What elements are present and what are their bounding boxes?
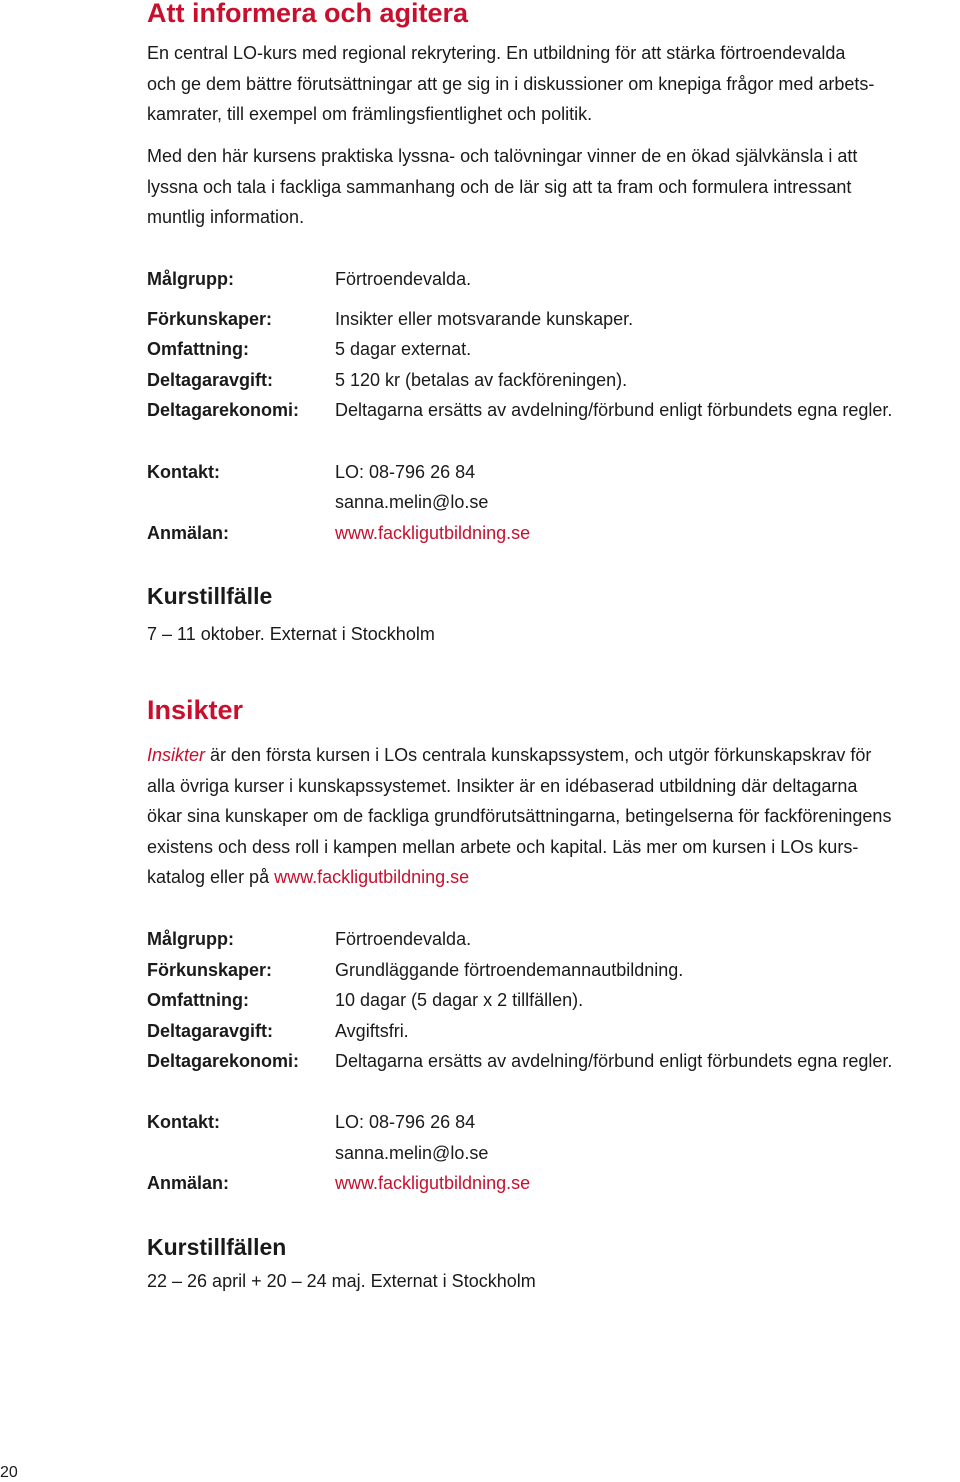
contact-email-row xyxy=(147,487,488,518)
text-line: ökar sina kunskaper om de fackliga grundförutsättningarna, betingelserna för fackföreningens xyxy=(147,806,892,826)
course-link[interactable]: www.fackligutbildning.se xyxy=(274,867,470,887)
fact-value: Deltagarna ersätts av avdelning/förbund enligt förbundets egna regler. xyxy=(335,1051,893,1071)
fact-value: 5 120 kr (betalas av fackföreningen). xyxy=(335,370,628,390)
contact-email[interactable]: sanna.melin@lo.se xyxy=(335,1143,489,1163)
occasion-title: Kurstillfälle xyxy=(147,583,273,609)
body-paragraph xyxy=(147,141,947,233)
text-line: Med den här kursens praktiska lyssna- och talövningar vinner de en ökad självkänsla i att xyxy=(147,146,858,166)
fact-value: Insikter eller motsvarande kunskaper. xyxy=(335,309,634,329)
fact-label: Målgrupp: xyxy=(147,929,234,949)
page-number: 20 xyxy=(0,1464,18,1481)
text-line: Insikter är den första kursen i LOs centrala kunskapssystem, och utgör förkunskapskrav för xyxy=(147,745,872,765)
section-title: Insikter xyxy=(147,695,244,725)
fact-label: Deltagarekonomi: xyxy=(147,400,300,420)
text-line: alla övriga kurser i kunskapssystemet. Insikter är en idébaserad utbildning där deltagarna xyxy=(147,775,858,796)
fact-row xyxy=(147,395,892,426)
fact-label: Deltagarekonomi: xyxy=(147,1051,300,1071)
contact-email[interactable]: sanna.melin@lo.se xyxy=(335,492,489,512)
fact-value: Avgiftsfri. xyxy=(335,1021,409,1041)
fact-row xyxy=(147,955,683,986)
fact-row xyxy=(147,334,471,365)
fact-label: Målgrupp: xyxy=(147,269,234,289)
text-line: katalog eller på www.fackligutbildning.se xyxy=(147,867,470,887)
fact-value: 5 dagar externat. xyxy=(335,339,472,359)
fact-row xyxy=(147,924,471,955)
fact-label: Förkunskaper: xyxy=(147,309,273,329)
occasion-text: 22 – 26 april + 20 – 24 maj. Externat i Stockholm xyxy=(147,1271,536,1291)
contact-row xyxy=(147,457,475,488)
fact-label: Omfattning: xyxy=(147,990,249,1010)
signup-row xyxy=(147,518,530,549)
signup-row xyxy=(147,1168,530,1199)
fact-label: Förkunskaper: xyxy=(147,960,273,980)
fact-value: Deltagarna ersätts av avdelning/förbund enligt förbundets egna regler. xyxy=(335,400,893,420)
occasion-text: 7 – 11 oktober. Externat i Stockholm xyxy=(147,624,435,644)
course-name: Insikter xyxy=(147,745,206,765)
signup-label: Anmälan: xyxy=(147,1173,230,1193)
contact-phone: LO: 08-796 26 84 xyxy=(335,1112,476,1132)
occasion-title: Kurstillfällen xyxy=(147,1234,287,1260)
signup-link[interactable]: www.fackligutbildning.se xyxy=(335,523,531,543)
fact-label: Deltagaravgift: xyxy=(147,370,274,390)
fact-row xyxy=(147,985,583,1016)
text-line: kamrater, till exempel om främlingsfientlighet och politik. xyxy=(147,104,593,124)
fact-row xyxy=(147,1016,409,1047)
fact-value: Grundläggande förtroendemannautbildning. xyxy=(335,960,684,980)
contact-email-row xyxy=(147,1138,488,1169)
fact-value: Förtroendevalda. xyxy=(335,269,472,289)
fact-label: Omfattning: xyxy=(147,339,249,359)
body-paragraph xyxy=(147,740,947,893)
contact-phone: LO: 08-796 26 84 xyxy=(335,462,476,482)
fact-value: 10 dagar (5 dagar x 2 tillfällen). xyxy=(335,990,584,1010)
contact-label: Kontakt: xyxy=(147,1112,220,1132)
fact-row xyxy=(147,304,633,335)
fact-row xyxy=(147,365,627,396)
fact-row xyxy=(147,264,471,295)
text-line: En central LO-kurs med regional rekrytering. En utbildning för att stärka förtroendevalda xyxy=(147,43,846,63)
text-line: och ge dem bättre förutsättningar att ge sig in i diskussioner om knepiga frågor med arbets- xyxy=(147,73,875,94)
contact-label: Kontakt: xyxy=(147,462,220,482)
contact-row xyxy=(147,1107,475,1138)
text-line: lyssna och tala i fackliga sammanhang och de lär sig att ta fram och formulera intressant xyxy=(147,176,852,197)
fact-value: Förtroendevalda. xyxy=(335,929,472,949)
intro-paragraph xyxy=(147,38,947,130)
fact-row xyxy=(147,1046,892,1077)
text-line: muntlig information. xyxy=(147,207,305,227)
section-title: Att informera och agitera xyxy=(147,0,469,28)
fact-label: Deltagaravgift: xyxy=(147,1021,274,1041)
text-line: existens och dess roll i kampen mellan arbete och kapital. Läs mer om kursen i LOs kurs- xyxy=(147,836,859,857)
signup-label: Anmälan: xyxy=(147,523,230,543)
signup-link[interactable]: www.fackligutbildning.se xyxy=(335,1173,531,1193)
